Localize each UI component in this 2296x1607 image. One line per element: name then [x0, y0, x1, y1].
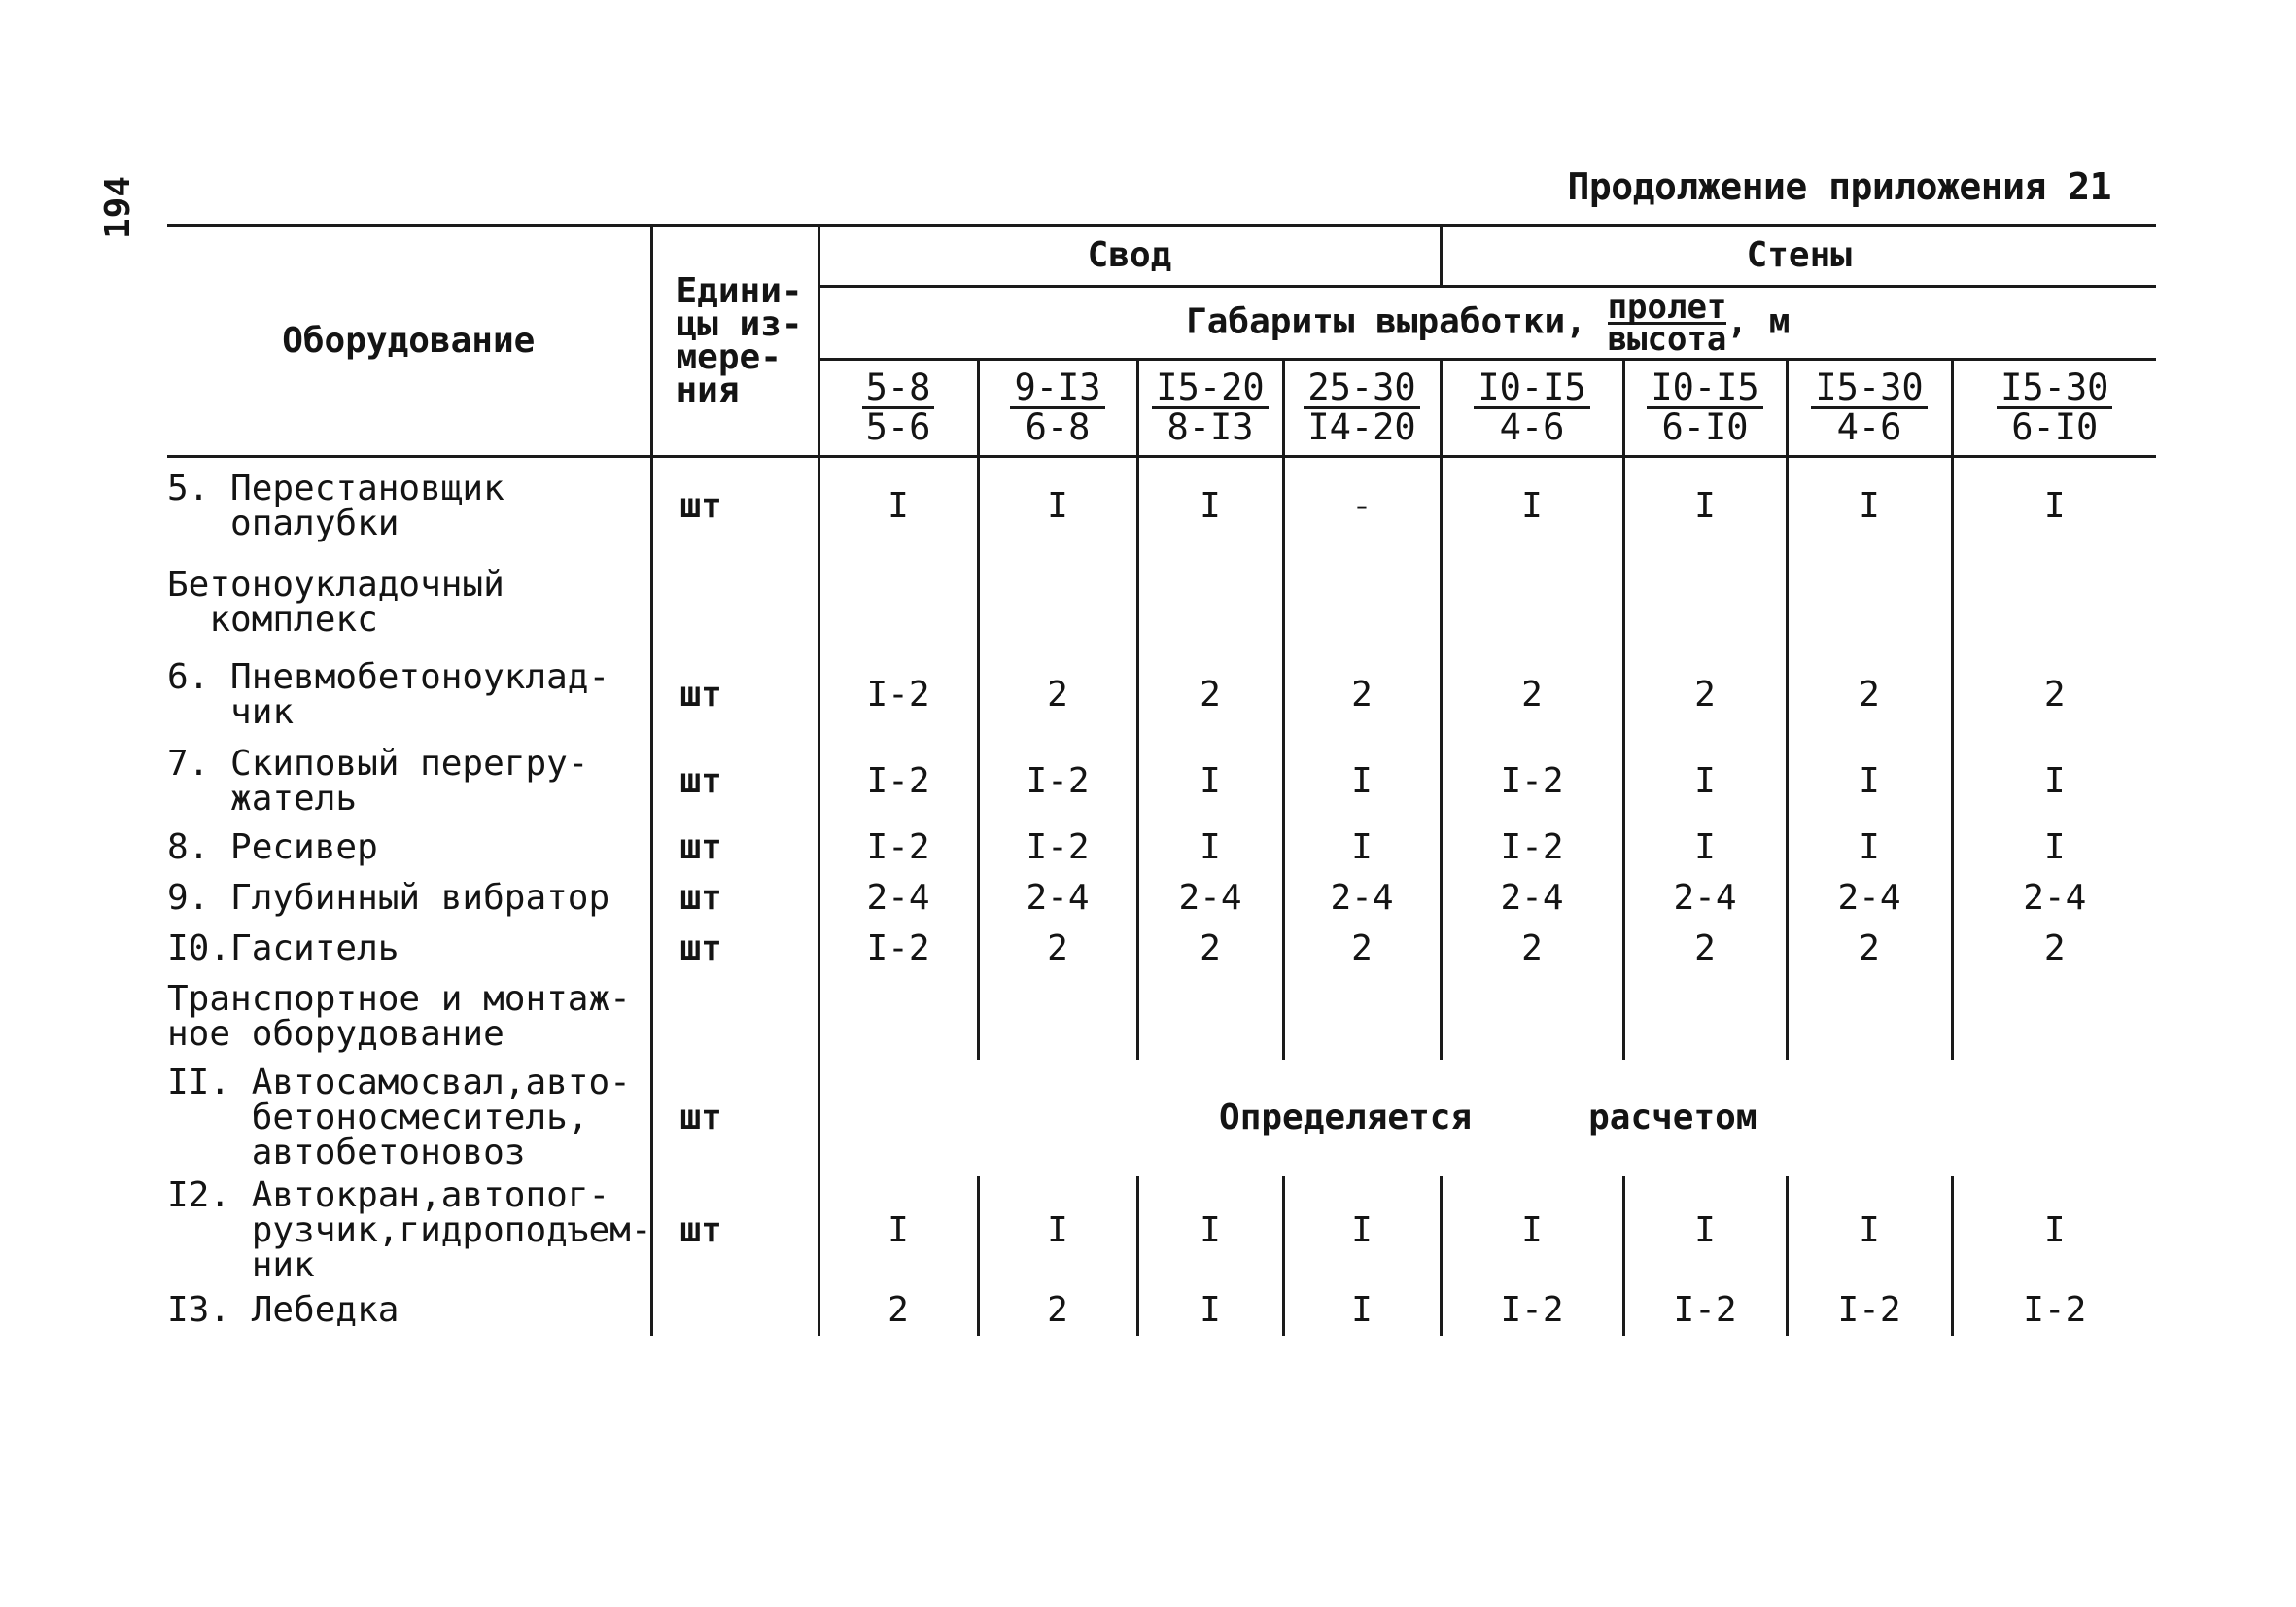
- dims-fraction: [1607, 287, 1727, 359]
- dim-col-header: [1952, 360, 2156, 457]
- dim-fraction: [862, 369, 935, 446]
- value-cell: I: [1952, 1176, 2156, 1285]
- value-cell: I-2: [1787, 1285, 1952, 1336]
- page-number: 194: [98, 175, 138, 239]
- equipment-name: 6. Пневмобетоноуклад- чик: [167, 656, 610, 732]
- unit-cell: шт: [651, 649, 818, 741]
- value-cell: -: [1283, 457, 1441, 556]
- continuation-header: Продолжение приложения 21: [1567, 165, 2111, 208]
- value-cell: 2: [1623, 649, 1787, 741]
- value-cell: 2: [978, 649, 1137, 741]
- value-cell: I-2: [978, 822, 1137, 873]
- dim-span: I5-20: [1152, 369, 1268, 409]
- dim-col-header: [818, 360, 978, 457]
- value-cell: 2-4: [1441, 873, 1623, 924]
- value-cell: I: [1787, 1176, 1952, 1285]
- dim-height: 4-6: [1836, 406, 1902, 448]
- dim-fraction: [1997, 369, 2112, 446]
- value-cell: 2: [978, 1285, 1137, 1336]
- dim-span: I5-30: [1997, 369, 2112, 409]
- value-cell: [1952, 556, 2156, 649]
- value-cell: I-2: [1623, 1285, 1787, 1336]
- equipment-name: Бетоноукладочный комплекс: [167, 564, 504, 640]
- dim-height: 5-6: [865, 406, 931, 448]
- equipment-name: I3. Лебедка: [167, 1289, 400, 1330]
- dim-fraction: [1010, 369, 1104, 446]
- unit-cell: [651, 1285, 818, 1336]
- dim-span: I0-I5: [1474, 369, 1589, 409]
- value-cell: 2: [1952, 924, 2156, 974]
- dim-height: I4-20: [1307, 406, 1416, 448]
- value-cell: I: [1283, 822, 1441, 873]
- table-row: [167, 556, 2156, 649]
- dims-unit: , м: [1726, 301, 1791, 341]
- dim-fraction: [1152, 369, 1268, 446]
- table-row: [167, 924, 2156, 974]
- value-cell: [1623, 556, 1787, 649]
- unit-cell: шт: [651, 1060, 818, 1176]
- value-cell: 2: [1787, 924, 1952, 974]
- dim-height: 4-6: [1499, 406, 1565, 448]
- value-cell: I: [1952, 822, 2156, 873]
- unit-cell: шт: [651, 741, 818, 822]
- value-cell: I: [978, 1176, 1137, 1285]
- group-header-steny: Стены: [1441, 226, 2156, 287]
- dim-height: 6-8: [1025, 406, 1091, 448]
- value-cell: I: [1623, 457, 1787, 556]
- unit-cell: шт: [651, 822, 818, 873]
- value-cell: I: [818, 1176, 978, 1285]
- value-cell: 2-4: [1952, 873, 2156, 924]
- value-cell: I-2: [818, 649, 978, 741]
- table-row: [167, 457, 2156, 556]
- value-cell: 2-4: [818, 873, 978, 924]
- value-cell: 2: [818, 1285, 978, 1336]
- table-row: [167, 741, 2156, 822]
- dim-span: 25-30: [1304, 369, 1419, 409]
- value-cell: I: [1623, 822, 1787, 873]
- equipment-name: I0.Гаситель: [167, 927, 400, 968]
- value-cell: I: [978, 457, 1137, 556]
- value-cell: [1787, 974, 1952, 1060]
- table-row: [167, 873, 2156, 924]
- value-cell: 2: [1952, 649, 2156, 741]
- value-cell: [1441, 974, 1623, 1060]
- dim-span: I0-I5: [1647, 369, 1762, 409]
- value-cell: I-2: [978, 741, 1137, 822]
- value-cell: [978, 556, 1137, 649]
- unit-cell: [651, 556, 818, 649]
- dims-header: [818, 287, 2156, 360]
- col-header-equipment: Оборудование: [167, 226, 651, 457]
- value-cell: 2: [978, 924, 1137, 974]
- table-row: [167, 649, 2156, 741]
- dim-fraction: [1647, 369, 1762, 446]
- value-cell: 2: [1137, 649, 1283, 741]
- dim-col-header: [978, 360, 1137, 457]
- table-row: [167, 1176, 2156, 1285]
- value-cell: I-2: [1441, 822, 1623, 873]
- value-cell: 2: [1441, 924, 1623, 974]
- table-row: [167, 1285, 2156, 1336]
- value-cell: I: [1623, 1176, 1787, 1285]
- dim-height: 6-I0: [1661, 406, 1749, 448]
- col-header-units: Едини- цы из- мере- ния: [651, 226, 818, 457]
- value-cell: 2: [1441, 649, 1623, 741]
- value-cell: I: [1137, 1176, 1283, 1285]
- unit-cell: шт: [651, 457, 818, 556]
- value-cell: I-2: [818, 822, 978, 873]
- value-cell: [1283, 974, 1441, 1060]
- dim-col-header: [1787, 360, 1952, 457]
- value-cell: I: [818, 457, 978, 556]
- value-cell: I: [1137, 822, 1283, 873]
- value-cell: [1137, 556, 1283, 649]
- value-cell: I: [1441, 1176, 1623, 1285]
- value-cell: [1441, 556, 1623, 649]
- dim-fraction: [1474, 369, 1589, 446]
- value-cell: [1137, 974, 1283, 1060]
- table-row: [167, 822, 2156, 873]
- value-cell: I: [1787, 741, 1952, 822]
- value-cell: I-2: [818, 741, 978, 822]
- value-cell: I: [1952, 457, 2156, 556]
- value-cell: I: [1787, 457, 1952, 556]
- unit-cell: шт: [651, 924, 818, 974]
- value-cell: I: [1283, 1176, 1441, 1285]
- value-cell: I-2: [1952, 1285, 2156, 1336]
- value-cell: I: [1137, 457, 1283, 556]
- value-cell: I: [1137, 741, 1283, 822]
- unit-cell: [651, 974, 818, 1060]
- value-cell: [1283, 556, 1441, 649]
- table-row: [167, 1060, 2156, 1176]
- value-cell: [1623, 974, 1787, 1060]
- value-cell: 2: [1137, 924, 1283, 974]
- dims-frac-den: высота: [1607, 319, 1727, 359]
- value-cell: I-2: [1441, 1285, 1623, 1336]
- equipment-name: Транспортное и монтаж- ное оборудование: [167, 978, 631, 1054]
- value-cell: 2: [1623, 924, 1787, 974]
- dim-height: 8-I3: [1166, 406, 1254, 448]
- value-cell: [818, 556, 978, 649]
- value-cell: [1787, 556, 1952, 649]
- value-cell: I: [1787, 822, 1952, 873]
- value-cell: 2: [1787, 649, 1952, 741]
- equipment-name: 9. Глубинный вибратор: [167, 877, 610, 918]
- dim-col-header: [1441, 360, 1623, 457]
- equipment-table: [167, 224, 2156, 1336]
- value-cell: I-2: [818, 924, 978, 974]
- equipment-name: I2. Автокран,автопог- рузчик,гидроподъем- ник: [167, 1174, 652, 1285]
- value-cell: 2-4: [1787, 873, 1952, 924]
- value-cell: I-2: [1441, 741, 1623, 822]
- value-cell: I: [1283, 1285, 1441, 1336]
- dim-col-header: [1137, 360, 1283, 457]
- value-cell: I: [1441, 457, 1623, 556]
- value-cell: [1952, 974, 2156, 1060]
- group-header-svod: Свод: [818, 226, 1441, 287]
- value-cell: 2-4: [1137, 873, 1283, 924]
- unit-cell: шт: [651, 1176, 818, 1285]
- dim-col-header: [1623, 360, 1787, 457]
- dims-frac-num: пролет: [1607, 287, 1727, 327]
- value-cell: I: [1952, 741, 2156, 822]
- value-cell: I: [1623, 741, 1787, 822]
- dim-col-header: [1283, 360, 1441, 457]
- dim-span: 5-8: [862, 369, 935, 409]
- equipment-name: 5. Перестановщик опалубки: [167, 469, 504, 544]
- dims-label: Габариты выработки,: [1186, 301, 1586, 341]
- dim-span: 9-I3: [1010, 369, 1104, 409]
- value-cell: 2: [1283, 924, 1441, 974]
- dim-height: 6-I0: [2011, 406, 2099, 448]
- value-cell: I: [1283, 741, 1441, 822]
- dim-fraction: [1811, 369, 1927, 446]
- calc-word-1: Определяется: [1219, 1097, 1473, 1137]
- value-cell: I: [1137, 1285, 1283, 1336]
- value-cell: 2-4: [1623, 873, 1787, 924]
- equipment-name: 7. Скиповый перегру- жатель: [167, 743, 589, 819]
- value-cell: 2-4: [1283, 873, 1441, 924]
- table-row: [167, 974, 2156, 1060]
- equipment-name: II. Автосамосвал,авто- бетоносмеситель, автобетоновоз: [167, 1062, 631, 1172]
- value-cell: 2: [1283, 649, 1441, 741]
- dim-fraction: [1304, 369, 1419, 446]
- dim-span: I5-30: [1811, 369, 1927, 409]
- value-cell: [978, 974, 1137, 1060]
- value-cell: [818, 974, 978, 1060]
- unit-cell: шт: [651, 873, 818, 924]
- equipment-name: 8. Ресивер: [167, 826, 378, 867]
- value-cell: 2-4: [978, 873, 1137, 924]
- calc-word-2: расчетом: [1588, 1097, 1757, 1137]
- calc-note: [818, 1060, 2156, 1176]
